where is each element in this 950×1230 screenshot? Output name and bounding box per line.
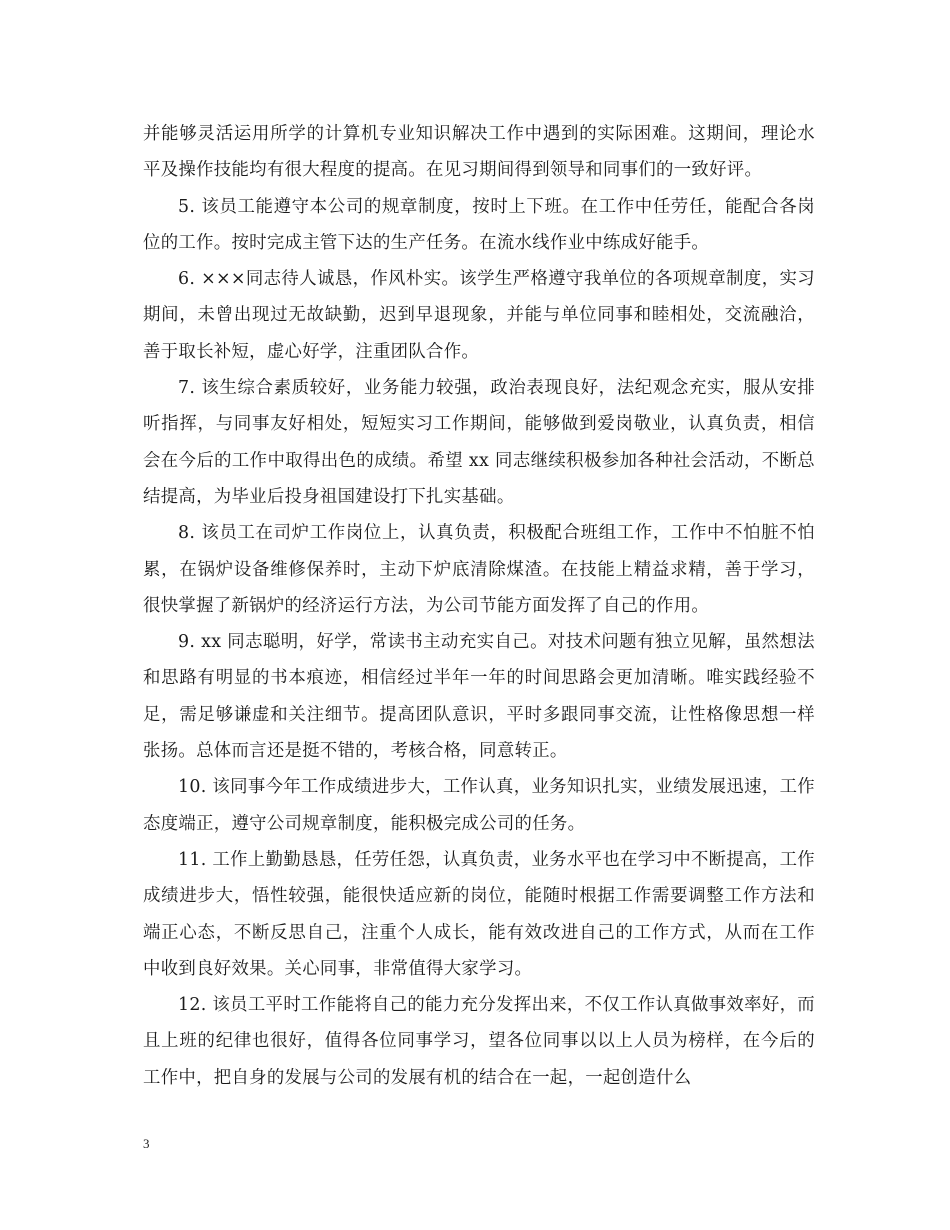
paragraph-continuation: 并能够灵活运用所学的计算机专业知识解决工作中遇到的实际困难。这期间，理论水平及操作技能均有很大程度的提高。在见习期间得到领导和同事们的一致好评。 <box>143 124 815 181</box>
page-number: 3 <box>143 1136 150 1151</box>
paragraph-item-11: 11. 工作上勤勤恳恳，任劳任怨，认真负责，业务水平也在学习中不断提高，工作成绩进步大，悟性较强，能很快适应新的岗位，能随时根据工作需要调整工作方法和端正心态，不断反思自己，注重个人成长，能有效改进自己的工作方式，从而在工作中收到良好效果。关心同事，非常值得大家学习。 <box>143 849 815 979</box>
paragraph-item-9: 9. xx 同志聪明，好学，常读书主动充实自己。对技术问题有独立见解，虽然想法和思路有明显的书本痕迹，相信经过半年一年的时间思路会更加清晰。唯实践经验不足，需足够谦虚和关注细节。提高团队意识，平时多跟同事交流，让性格像思想一样张扬。总体而言还是挺不错的，考核合格，同意转正。 <box>143 632 815 762</box>
paragraph-item-12: 12. 该员工平时工作能将自己的能力充分发挥出来，不仅工作认真做事效率好，而且上班的纪律也很好，值得各位同事学习，望各位同事以以上人员为榜样，在今后的工作中，把自身的发展与公司的发展有机的结合在一起，一起创造什么 <box>143 995 815 1088</box>
paragraph-item-6: 6. ×××同志待人诚恳，作风朴实。该学生严格遵守我单位的各项规章制度，实习期间，未曾出现过无故缺勤，迟到早退现象，并能与单位同事和睦相处，交流融洽，善于取长补短，虚心好学，注重团队合作。 <box>143 269 815 362</box>
paragraph-item-5: 5. 该员工能遵守本公司的规章制度，按时上下班。在工作中任劳任，能配合各岗位的工作。按时完成主管下达的生产任务。在流水线作业中练成好能手。 <box>143 196 815 253</box>
document-body <box>143 116 815 1096</box>
paragraph-item-8: 8. 该员工在司炉工作岗位上，认真负责，积极配合班组工作，工作中不怕脏不怕累，在锅炉设备维修保养时，主动下炉底清除煤渣。在技能上精益求精，善于学习，很快掌握了新锅炉的经济运行方法，为公司节能方面发挥了自己的作用。 <box>143 523 815 616</box>
paragraph-item-7: 7. 该生综合素质较好，业务能力较强，政治表现良好，法纪观念充实，服从安排听指挥，与同事友好相处，短短实习工作期间，能够做到爱岗敬业，认真负责，相信会在今后的工作中取得出色的成绩。希望 xx 同志继续积极参加各种社会活动，不断总结提高，为毕业后投身祖国建设打下扎实基础。 <box>143 378 815 507</box>
paragraph-item-10: 10. 该同事今年工作成绩进步大，工作认真，业务知识扎实，业绩发展迅速，工作态度端正，遵守公司规章制度，能积极完成公司的任务。 <box>143 777 815 834</box>
